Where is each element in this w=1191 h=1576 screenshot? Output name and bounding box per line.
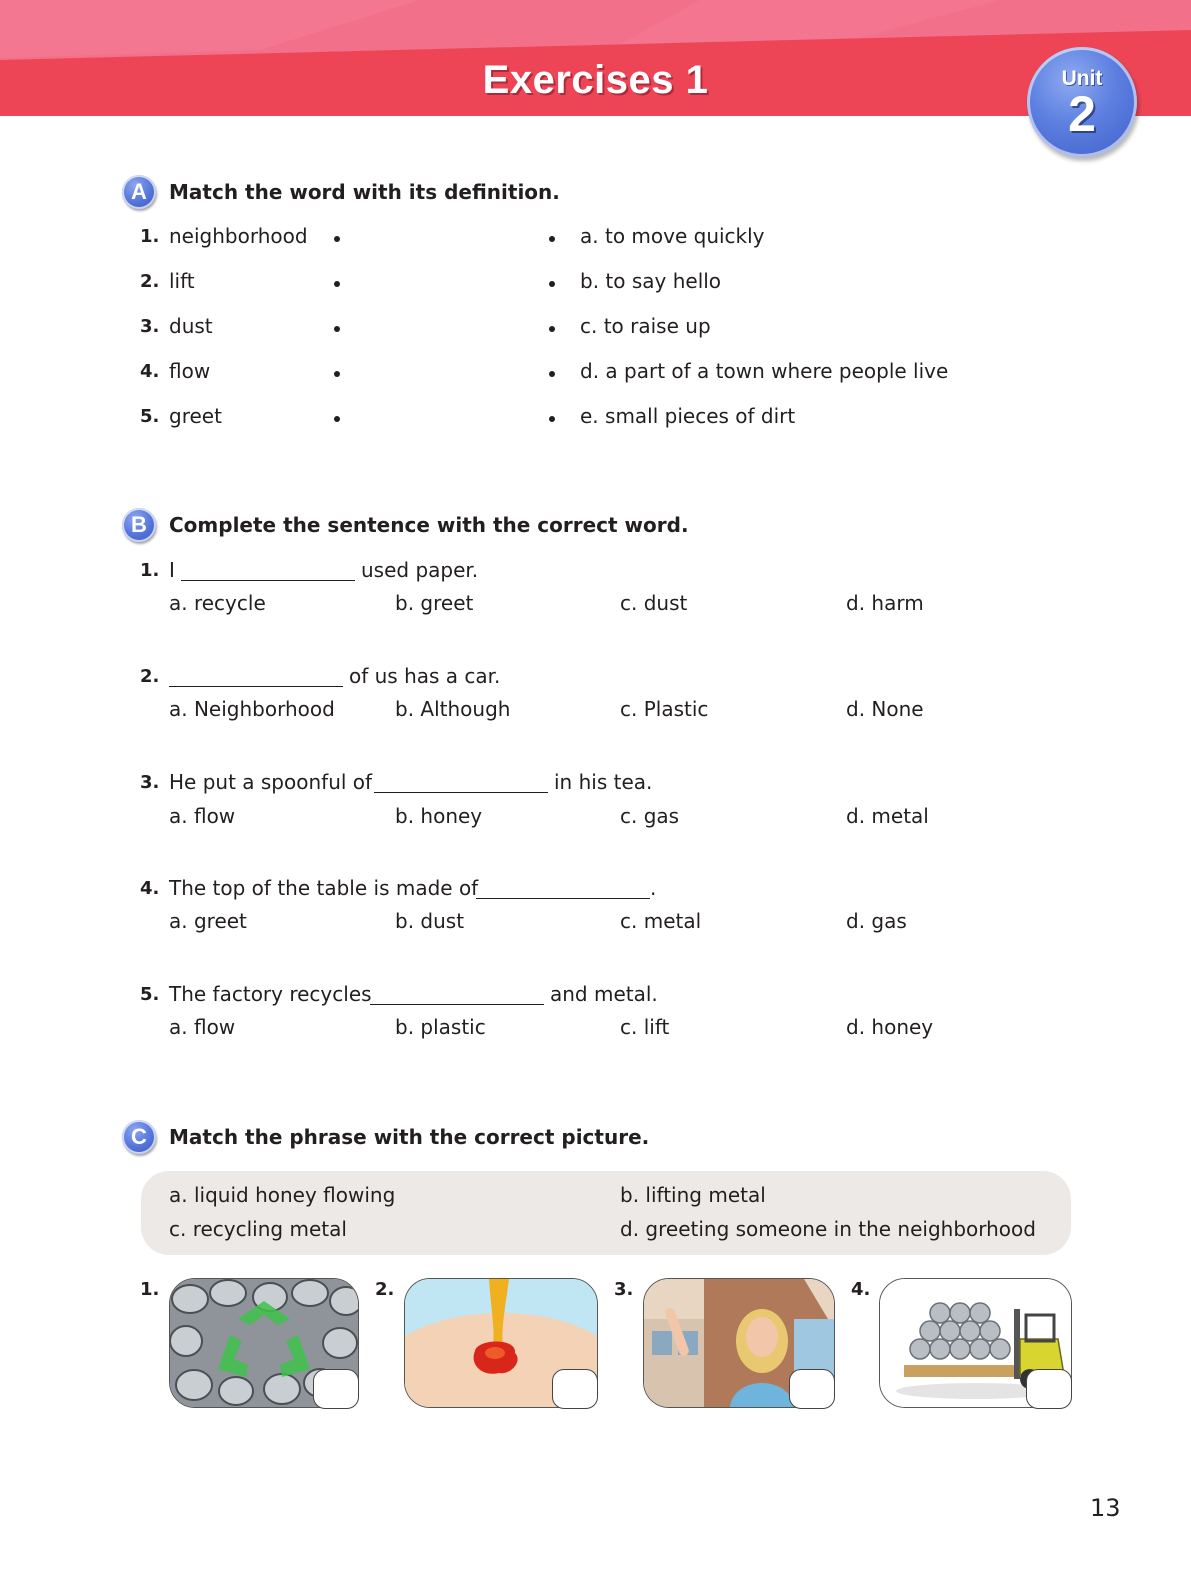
section-b-title: Complete the sentence with the correct word. [169, 513, 689, 537]
match-dot-word-5[interactable] [334, 416, 340, 422]
section-a-badge: A [122, 175, 156, 209]
section-c-badge: C [122, 1120, 156, 1154]
answer-blank[interactable] [169, 686, 343, 687]
option-a[interactable]: a. Neighborhood [169, 697, 335, 721]
question-number: 1. [140, 560, 160, 581]
question-number: 3. [140, 772, 160, 793]
page-number: 13 [1090, 1494, 1121, 1522]
section-a-title: Match the word with its definition. [169, 180, 560, 204]
option-d[interactable]: d. honey [846, 1015, 934, 1039]
answer-blank[interactable] [181, 580, 355, 581]
question-text-after: used paper. [361, 558, 479, 582]
option-b[interactable]: b. plastic [395, 1015, 486, 1039]
unit-label: Unit [1061, 67, 1103, 90]
option-d[interactable]: d. None [846, 697, 924, 721]
option-a[interactable]: a. flow [169, 804, 236, 828]
match-dot-word-2[interactable] [334, 281, 340, 287]
match-dot-word-1[interactable] [334, 236, 340, 242]
option-c[interactable]: c. gas [620, 804, 680, 828]
answer-blank[interactable] [476, 898, 650, 899]
phrase-item: c. recycling metal [169, 1217, 347, 1241]
word-item: neighborhood [169, 224, 308, 248]
answer-box-2[interactable] [552, 1369, 598, 1409]
unit-number: 2 [1068, 86, 1096, 142]
word-number: 2. [140, 271, 160, 292]
question-number: 5. [140, 984, 160, 1005]
definition-item: d. a part of a town where people live [580, 359, 949, 383]
question-text-before: I [169, 558, 175, 582]
answer-blank[interactable] [370, 1004, 544, 1005]
question-text-before: The top of the table is made of [169, 876, 479, 900]
match-dot-def-b[interactable] [549, 281, 555, 287]
phrase-item: b. lifting metal [620, 1183, 766, 1207]
match-dot-def-a[interactable] [549, 236, 555, 242]
question-number: 4. [140, 878, 160, 899]
option-c[interactable]: c. Plastic [620, 697, 709, 721]
match-dot-def-d[interactable] [549, 371, 555, 377]
answer-blank[interactable] [374, 792, 548, 793]
word-number: 5. [140, 406, 160, 427]
match-dot-def-c[interactable] [549, 326, 555, 332]
option-b[interactable]: b. greet [395, 591, 474, 615]
word-number: 3. [140, 316, 160, 337]
picture-number: 3. [614, 1279, 634, 1300]
match-dot-def-e[interactable] [549, 416, 555, 422]
option-a[interactable]: a. greet [169, 909, 247, 933]
match-dot-word-4[interactable] [334, 371, 340, 377]
option-b[interactable]: b. Although [395, 697, 511, 721]
word-number: 4. [140, 361, 160, 382]
match-dot-word-3[interactable] [334, 326, 340, 332]
definition-item: e. small pieces of dirt [580, 404, 796, 428]
option-b[interactable]: b. honey [395, 804, 483, 828]
answer-box-1[interactable] [313, 1369, 359, 1409]
definition-item: b. to say hello [580, 269, 722, 293]
answer-box-4[interactable] [1026, 1369, 1072, 1409]
option-d[interactable]: d. harm [846, 591, 924, 615]
question-text-after: and metal. [550, 982, 658, 1006]
option-c[interactable]: c. metal [620, 909, 702, 933]
option-a[interactable]: a. flow [169, 1015, 236, 1039]
section-c-title: Match the phrase with the correct picture. [169, 1125, 650, 1149]
option-d[interactable]: d. metal [846, 804, 929, 828]
word-item: greet [169, 404, 222, 428]
option-c[interactable]: c. lift [620, 1015, 670, 1039]
question-text-after: in his tea. [554, 770, 653, 794]
question-text-after: . [650, 876, 657, 900]
picture-number: 1. [140, 1279, 160, 1300]
picture-number: 2. [375, 1279, 395, 1300]
option-c[interactable]: c. dust [620, 591, 688, 615]
answer-box-3[interactable] [789, 1369, 835, 1409]
option-a[interactable]: a. recycle [169, 591, 266, 615]
word-number: 1. [140, 226, 160, 247]
unit-badge [1027, 47, 1137, 157]
section-b-badge: B [122, 508, 156, 542]
definition-item: c. to raise up [580, 314, 711, 338]
word-item: lift [169, 269, 195, 293]
question-text-before: The factory recycles [169, 982, 372, 1006]
definition-item: a. to move quickly [580, 224, 765, 248]
question-text-after: of us has a car. [349, 664, 501, 688]
picture-number: 4. [851, 1279, 871, 1300]
word-item: dust [169, 314, 213, 338]
phrase-item: d. greeting someone in the neighborhood [620, 1217, 1036, 1241]
question-text-before: He put a spoonful of [169, 770, 373, 794]
word-item: flow [169, 359, 211, 383]
page-title: Exercises 1 [482, 58, 709, 102]
option-d[interactable]: d. gas [846, 909, 907, 933]
question-number: 2. [140, 666, 160, 687]
option-b[interactable]: b. dust [395, 909, 465, 933]
phrase-item: a. liquid honey flowing [169, 1183, 396, 1207]
